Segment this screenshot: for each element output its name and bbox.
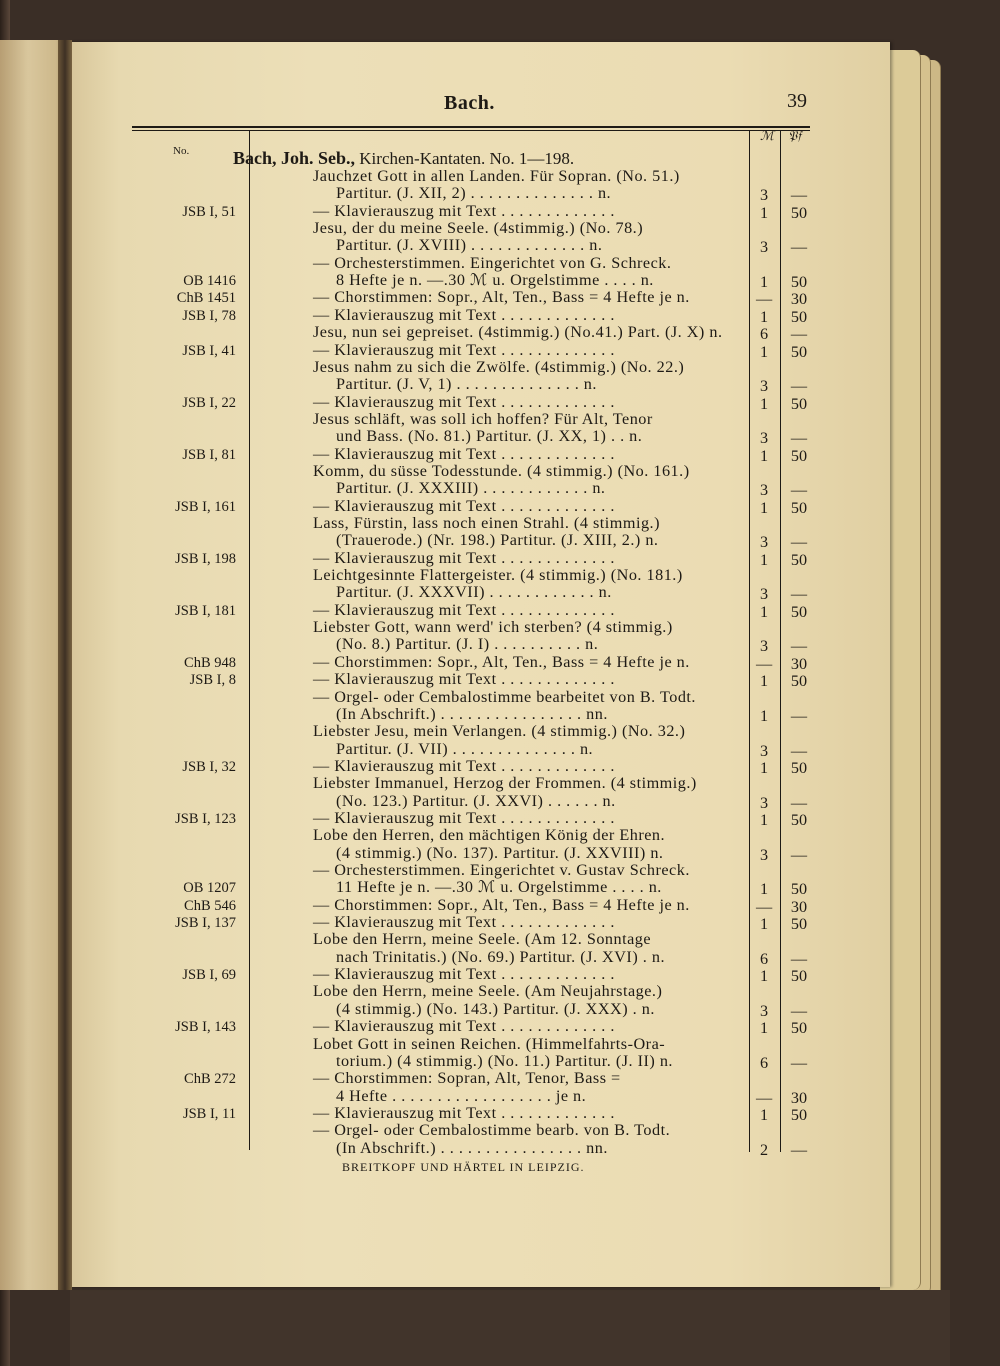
price-mark: 3 bbox=[759, 481, 769, 500]
catalog-siglum: JSB I, 51 bbox=[182, 203, 236, 220]
price-pf: 50 bbox=[790, 672, 808, 691]
catalog-line: Lobe den Herren, den mächtigen König der Ehren. bbox=[313, 826, 666, 845]
price-mark: 1 bbox=[759, 446, 769, 465]
price-pf: 50 bbox=[790, 967, 808, 986]
price-mark: 1 bbox=[759, 394, 769, 413]
price-mark: 1 bbox=[759, 273, 769, 292]
catalog-line: — Klavierauszug mit Text . . . . . . . . . . . . . bbox=[313, 305, 615, 324]
catalog-line: (4 stimmig.) (No. 137). Partitur. (J. XXVIII) n. bbox=[336, 843, 664, 862]
catalog-line: — Klavierauszug mit Text . . . . . . . . . . . . . bbox=[313, 201, 615, 220]
catalog-siglum: JSB I, 8 bbox=[189, 672, 236, 689]
catalog-line: Partitur. (J. XVIII) . . . . . . . . . . . . . n. bbox=[336, 236, 603, 255]
price-mark: 1 bbox=[759, 810, 769, 829]
catalog-line: Partitur. (J. XXXVII) . . . . . . . . . . . . n. bbox=[336, 583, 612, 602]
price-pf: — bbox=[790, 793, 808, 812]
price-pf: — bbox=[790, 706, 808, 725]
price-mark: 1 bbox=[759, 880, 769, 899]
catalog-line: — Orchesterstimmen. Eingerichtet v. Gustav Schreck. bbox=[313, 861, 690, 879]
price-mark: — bbox=[756, 654, 773, 673]
catalog-line: Jesus schläft, was soll ich hoffen? Für Alt, Tenor bbox=[313, 409, 653, 428]
catalog-line: Lobet Gott in seinen Reichen. (Himmelfahrts-Ora- bbox=[313, 1034, 666, 1053]
catalog-line: — Chorstimmen: Sopr., Alt, Ten., Bass = 4 Hefte je n. bbox=[313, 895, 690, 914]
catalog-siglum: OB 1207 bbox=[183, 880, 236, 897]
price-pf: — bbox=[790, 1001, 808, 1020]
price-mark: 1 bbox=[759, 1105, 769, 1124]
price-mark: 1 bbox=[759, 1019, 769, 1038]
price-mark: 3 bbox=[759, 377, 769, 396]
price-pf: — bbox=[790, 949, 808, 968]
price-mark: 1 bbox=[759, 758, 769, 777]
price-pf: 50 bbox=[790, 1019, 808, 1038]
price-pf: 50 bbox=[790, 602, 808, 621]
price-mark: 1 bbox=[759, 915, 769, 934]
price-pf: 50 bbox=[790, 498, 808, 517]
column-divider bbox=[780, 130, 781, 1152]
page-number: 39 bbox=[787, 90, 807, 112]
price-pf: 50 bbox=[790, 758, 808, 777]
catalog-siglum: JSB I, 198 bbox=[175, 550, 236, 567]
catalog-line: — Klavierauszug mit Text . . . . . . . . . . . . . bbox=[313, 548, 615, 567]
catalog-line: — Klavierauszug mit Text . . . . . . . . . . . . . bbox=[313, 340, 615, 359]
price-mark: 3 bbox=[759, 741, 769, 760]
catalog-line: Jesu, der du meine Seele. (4stimmig.) (No. 78.) bbox=[313, 219, 644, 238]
price-pf: — bbox=[790, 533, 808, 552]
price-mark: 3 bbox=[759, 533, 769, 552]
column-header-pf: 𝔓𝔣 bbox=[788, 128, 802, 143]
price-mark: 6 bbox=[759, 949, 769, 968]
column-divider bbox=[749, 130, 750, 1152]
catalog-line: — Klavierauszug mit Text . . . . . . . . . . . . . bbox=[313, 913, 615, 932]
price-pf: 50 bbox=[790, 550, 808, 569]
catalog-line: Liebster Jesu, mein Verlangen. (4 stimmig.) (No. 32.) bbox=[313, 722, 686, 741]
catalog-line: 8 Hefte je n. —.30 ℳ u. Orgelstimme . . . . n. bbox=[336, 271, 654, 290]
catalog-siglum: ChB 948 bbox=[184, 654, 236, 671]
price-mark: — bbox=[756, 897, 773, 916]
catalog-siglum: JSB I, 161 bbox=[175, 498, 236, 515]
catalog-line: Komm, du süsse Todesstunde. (4 stimmig.) (No. 161.) bbox=[313, 461, 690, 480]
catalog-line: — Orchesterstimmen. Eingerichtet von G. Schreck. bbox=[313, 253, 672, 272]
price-pf: 50 bbox=[790, 394, 808, 413]
catalog-line: Jesus nahm zu sich die Zwölfe. (4stimmig.) (No. 22.) bbox=[313, 357, 685, 376]
catalog-siglum: JSB I, 41 bbox=[182, 342, 236, 359]
column-divider bbox=[249, 130, 250, 1150]
price-pf: — bbox=[790, 585, 808, 604]
catalog-line: Jauchzet Gott in allen Landen. Für Sopran. (No. 51.) bbox=[313, 167, 680, 185]
price-mark: — bbox=[756, 1088, 773, 1107]
catalog-line: — Klavierauszug mit Text . . . . . . . . . . . . . bbox=[313, 392, 615, 411]
catalog-line: — Klavierauszug mit Text . . . . . . . . . . . . . bbox=[313, 1017, 615, 1036]
price-pf: — bbox=[790, 377, 808, 396]
catalog-line: Partitur. (J. XII, 2) . . . . . . . . . . . . . . n. bbox=[336, 184, 612, 203]
catalog-siglum: JSB I, 181 bbox=[175, 602, 236, 619]
column-header-no: No. bbox=[173, 145, 190, 157]
price-mark: 1 bbox=[759, 498, 769, 517]
price-mark: 1 bbox=[759, 967, 769, 986]
catalog-siglum: JSB I, 81 bbox=[182, 446, 236, 463]
price-pf: — bbox=[790, 186, 808, 205]
catalog-line: — Klavierauszug mit Text . . . . . . . . . . . . . bbox=[313, 1103, 615, 1122]
price-pf: — bbox=[790, 238, 808, 257]
table-surface bbox=[70, 1290, 950, 1366]
composer-name: Bach, Joh. Seb., bbox=[233, 148, 356, 168]
price-mark: 3 bbox=[759, 585, 769, 604]
price-mark: 1 bbox=[759, 342, 769, 361]
catalog-line: (4 stimmig.) (No. 143.) Partitur. (J. XXX) . n. bbox=[336, 999, 655, 1018]
catalog-line: Lobe den Herrn, meine Seele. (Am 12. Sonntage bbox=[313, 930, 652, 949]
price-pf: 50 bbox=[790, 342, 808, 361]
catalog-line: Liebster Immanuel, Herzog der Frommen. (4 stimmig.) bbox=[313, 774, 697, 793]
catalog-line: — Klavierauszug mit Text . . . . . . . . . . . . . bbox=[313, 670, 615, 689]
entry-subtitle: Kirchen-Kantaten. No. 1—198. bbox=[355, 149, 575, 168]
price-pf: 50 bbox=[790, 203, 808, 222]
price-mark: 3 bbox=[759, 186, 769, 205]
column-header-mark: ℳ bbox=[760, 128, 774, 143]
catalog-siglum: OB 1416 bbox=[183, 273, 236, 290]
price-mark: 3 bbox=[759, 845, 769, 864]
catalog-line: Partitur. (J. XXXIII) . . . . . . . . . . . . n. bbox=[336, 479, 606, 498]
price-pf: 50 bbox=[790, 880, 808, 899]
catalog-line: — Chorstimmen: Sopran, Alt, Tenor, Bass = bbox=[313, 1069, 621, 1088]
price-mark: — bbox=[756, 290, 773, 309]
price-mark: 1 bbox=[759, 550, 769, 569]
price-pf: 30 bbox=[790, 1088, 808, 1107]
catalog-siglum: JSB I, 137 bbox=[175, 915, 236, 932]
price-pf: 50 bbox=[790, 273, 808, 292]
header-rule bbox=[132, 126, 810, 128]
catalog-line: — Klavierauszug mit Text . . . . . . . . . . . . . bbox=[313, 808, 615, 827]
catalog-line: — Orgel- oder Cembalostimme bearbeitet von B. Todt. bbox=[313, 687, 696, 706]
price-mark: 1 bbox=[759, 203, 769, 222]
catalog-line: (In Abschrift.) . . . . . . . . . . . . . . . . nn. bbox=[336, 1138, 608, 1157]
catalog-line: — Klavierauszug mit Text . . . . . . . . . . . . . bbox=[313, 600, 615, 619]
price-mark: 2 bbox=[759, 1140, 769, 1159]
entry-heading bbox=[233, 150, 574, 167]
catalog-siglum: ChB 546 bbox=[184, 897, 236, 914]
catalog-line: Partitur. (J. V, 1) . . . . . . . . . . . . . . n. bbox=[336, 375, 597, 394]
price-pf: — bbox=[790, 845, 808, 864]
price-mark: 1 bbox=[759, 706, 769, 725]
price-pf: — bbox=[790, 1053, 808, 1072]
catalog-line: — Klavierauszug mit Text . . . . . . . . . . . . . bbox=[313, 444, 615, 463]
catalog-line: — Klavierauszug mit Text . . . . . . . . . . . . . bbox=[313, 756, 615, 775]
price-pf: — bbox=[790, 481, 808, 500]
catalog-siglum: ChB 272 bbox=[184, 1071, 236, 1088]
price-pf: — bbox=[790, 741, 808, 760]
price-mark: 6 bbox=[759, 1053, 769, 1072]
price-pf: 30 bbox=[790, 654, 808, 673]
price-mark: 3 bbox=[759, 1001, 769, 1020]
catalog-siglum: JSB I, 78 bbox=[182, 307, 236, 324]
catalog-siglum: JSB I, 32 bbox=[182, 758, 236, 775]
catalog-line: 4 Hefte . . . . . . . . . . . . . . . . . . je n. bbox=[336, 1086, 587, 1105]
catalog-line: 11 Hefte je n. —.30 ℳ u. Orgelstimme . . . . n. bbox=[336, 878, 662, 897]
price-mark: 1 bbox=[759, 672, 769, 691]
price-pf: 30 bbox=[790, 290, 808, 309]
price-pf: 30 bbox=[790, 897, 808, 916]
catalog-line: — Orgel- oder Cembalostimme bearb. von B. Todt. bbox=[313, 1121, 671, 1140]
book-gutter bbox=[58, 40, 72, 1290]
catalog-line: — Klavierauszug mit Text . . . . . . . . . . . . . bbox=[313, 965, 615, 984]
header-rule-thin bbox=[132, 130, 810, 131]
catalog-line: — Klavierauszug mit Text . . . . . . . . . . . . . bbox=[313, 496, 615, 515]
price-pf: 50 bbox=[790, 446, 808, 465]
catalog-line: — Chorstimmen: Sopr., Alt, Ten., Bass = 4 Hefte je n. bbox=[313, 288, 690, 307]
price-pf: — bbox=[790, 637, 808, 656]
price-mark: 3 bbox=[759, 238, 769, 257]
catalog-line: (In Abschrift.) . . . . . . . . . . . . . . . . nn. bbox=[336, 704, 608, 723]
catalog-siglum: ChB 1451 bbox=[176, 290, 236, 307]
catalog-siglum: JSB I, 11 bbox=[182, 1105, 236, 1122]
price-pf: 50 bbox=[790, 1105, 808, 1124]
catalog-line: und Bass. (No. 81.) Partitur. (J. XX, 1) . . n. bbox=[336, 427, 643, 446]
price-mark: 3 bbox=[759, 793, 769, 812]
catalog-siglum: JSB I, 123 bbox=[175, 810, 236, 827]
catalog-siglum: JSB I, 143 bbox=[175, 1019, 236, 1036]
catalog-line: Partitur. (J. VII) . . . . . . . . . . . . . . n. bbox=[336, 739, 594, 758]
price-pf: — bbox=[790, 429, 808, 448]
catalog-siglum: JSB I, 69 bbox=[182, 967, 236, 984]
catalog-line: Lass, Fürstin, lass noch einen Strahl. (4 stimmig.) bbox=[313, 514, 660, 532]
price-mark: 1 bbox=[759, 602, 769, 621]
price-pf: — bbox=[790, 325, 808, 344]
price-mark: 6 bbox=[759, 325, 769, 344]
price-mark: 3 bbox=[759, 429, 769, 448]
catalog-siglum: JSB I, 22 bbox=[182, 394, 236, 411]
running-head: Bach. bbox=[444, 92, 495, 114]
catalog-line: Leichtgesinnte Flattergeister. (4 stimmig.) (No. 181.) bbox=[313, 566, 683, 585]
price-pf: 50 bbox=[790, 810, 808, 829]
catalog-line: (Trauerode.) (Nr. 198.) Partitur. (J. XIII, 2.) n. bbox=[336, 531, 659, 550]
catalog-line: (No. 123.) Partitur. (J. XXVI) . . . . . . n. bbox=[336, 791, 616, 810]
price-mark: 1 bbox=[759, 307, 769, 326]
price-pf: — bbox=[790, 1140, 808, 1159]
catalog-line: (No. 8.) Partitur. (J. I) . . . . . . . . . . n. bbox=[336, 635, 599, 654]
catalog-line: torium.) (4 stimmig.) (No. 11.) Partitur. (J. II) n. bbox=[336, 1051, 673, 1070]
catalog-line: — Chorstimmen: Sopr., Alt, Ten., Bass = 4 Hefte je n. bbox=[313, 652, 690, 671]
publisher-footer: BREITKOPF UND HÄRTEL IN LEIPZIG. bbox=[342, 1160, 585, 1174]
catalog-line: Liebster Gott, wann werd' ich sterben? (4 stimmig.) bbox=[313, 618, 673, 637]
price-pf: 50 bbox=[790, 307, 808, 326]
price-pf: 50 bbox=[790, 915, 808, 934]
catalog-line: nach Trinitatis.) (No. 69.) Partitur. (J. XVI) . n. bbox=[336, 947, 665, 966]
catalog-line: Jesu, nun sei gepreiset. (4stimmig.) (No.41.) Part. (J. X) n. bbox=[313, 323, 723, 342]
catalog-line: Lobe den Herrn, meine Seele. (Am Neujahrstage.) bbox=[313, 982, 663, 1001]
price-mark: 3 bbox=[759, 637, 769, 656]
